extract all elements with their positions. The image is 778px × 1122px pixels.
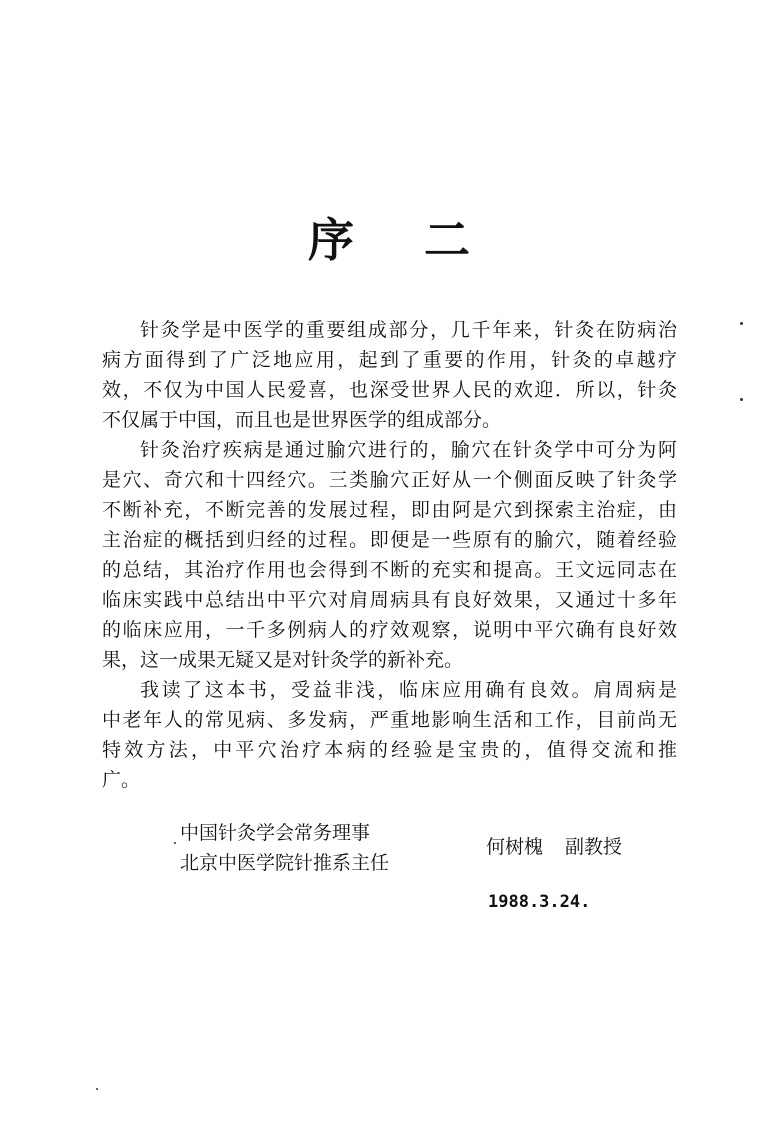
- paragraph-line: 针灸治疗疾病是通过腧穴进行的，腧穴在针灸学中可分为阿: [140, 439, 677, 461]
- title-char-1: 序: [308, 213, 354, 267]
- scan-speck: [174, 842, 176, 844]
- organization-line-2: 北京中医学院针推系主任: [180, 852, 390, 874]
- page-title: [0, 212, 778, 268]
- paragraph-line: 主治症的概括到归经的过程。即便是一些原有的腧穴，随着经验: [102, 529, 677, 551]
- preface-body: [102, 315, 677, 795]
- paragraph-line: 我读了这本书，受益非浅，临床应用确有良效。肩周病是: [140, 679, 677, 701]
- paragraph-line: 果，这一成果无疑又是对针灸学的新补充。: [102, 649, 464, 671]
- paragraph-2: [102, 435, 677, 675]
- organization-line-1: 中国针灸学会常务理事: [180, 822, 371, 844]
- paragraph-1: [102, 315, 677, 435]
- paragraph-3: [102, 675, 677, 795]
- paragraph-line: 是穴、奇穴和十四经穴。三类腧穴正好从一个侧面反映了针灸学: [102, 469, 677, 491]
- signer-name: 何树槐: [486, 836, 544, 858]
- paragraph-line: 病方面得到了广泛地应用，起到了重要的作用，针灸的卓越疗: [102, 349, 677, 371]
- paragraph-line: 针灸学是中医学的重要组成部分，几千年来，针灸在防病治: [140, 319, 677, 341]
- signature-organization: [180, 818, 389, 878]
- signature-block: [180, 818, 680, 938]
- scan-speck: [740, 322, 743, 325]
- paragraph-line: 效，不仅为中国人民爱喜，也深受世界人民的欢迎．所以，针灸: [102, 379, 677, 401]
- paragraph-line: 的总结，其治疗作用也会得到不断的充实和提高。王文远同志在: [102, 559, 677, 581]
- signature-person: [486, 832, 622, 862]
- paragraph-line: 广。: [102, 769, 141, 791]
- scan-speck: [740, 398, 743, 401]
- signer-role: 副教授: [565, 836, 623, 858]
- title-char-2: 二: [424, 213, 470, 267]
- paragraph-line: 不断补充，不断完善的发展过程，即由阿是穴到探索主治症，由: [102, 499, 677, 521]
- paragraph-line: 特效方法，中平穴治疗本病的经验是宝贵的，值得交流和推: [102, 739, 677, 761]
- paragraph-line: 不仅属于中国，而且也是世界医学的组成部分。: [102, 409, 502, 431]
- paragraph-line: 的临床应用，一千多例病人的疗效观察，说明中平穴确有良好效: [102, 619, 677, 641]
- paragraph-line: 临床实践中总结出中平穴对肩周病具有良好效果，又通过十多年: [102, 589, 677, 611]
- paragraph-line: 中老年人的常见病、多发病，严重地影响生活和工作，目前尚无: [102, 709, 677, 731]
- scan-speck: [96, 1088, 98, 1090]
- signature-date: 1988.3.24.: [488, 892, 591, 912]
